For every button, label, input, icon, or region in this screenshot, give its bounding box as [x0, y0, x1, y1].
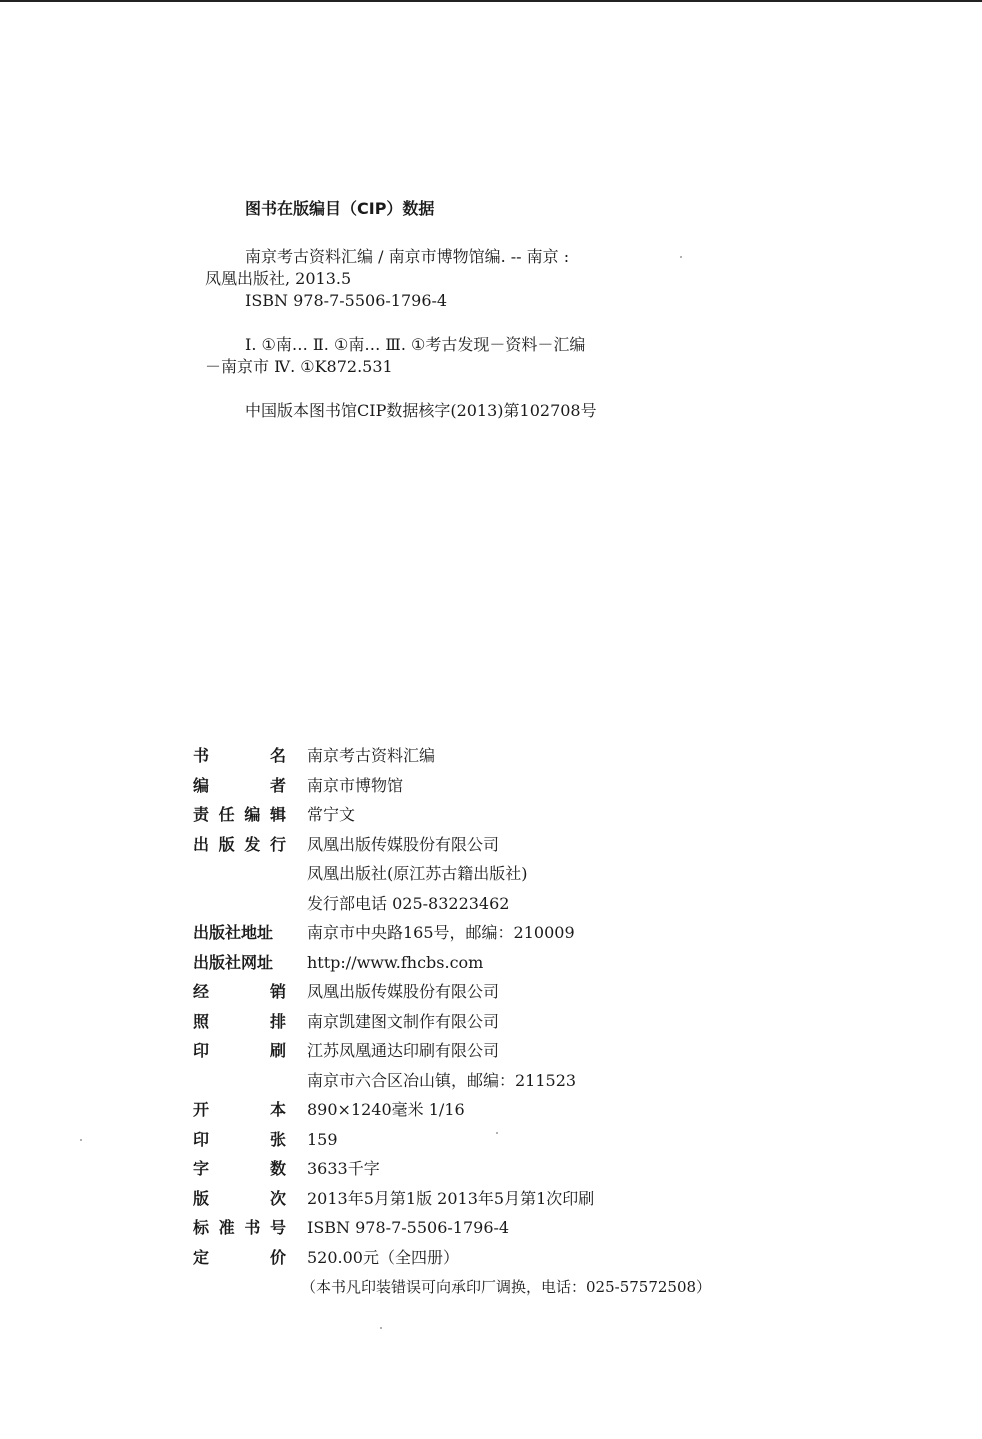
- spec-value: 159: [307, 1129, 338, 1149]
- spec-label-char: 经: [193, 982, 210, 1001]
- spec-label: [193, 1126, 286, 1154]
- spec-label-char: 次: [269, 1188, 286, 1208]
- spec-label-char: 者: [269, 775, 286, 795]
- spec-label-char: 开: [193, 1100, 210, 1119]
- spec-row: [193, 1008, 753, 1036]
- spec-label-char: 号: [269, 1218, 286, 1237]
- spec-row: [193, 1067, 753, 1095]
- spec-label: [193, 742, 286, 770]
- cip-classification-line: Ⅰ. ①南… Ⅱ. ①南… Ⅲ. ①考古发现－资料－汇编: [245, 335, 586, 354]
- spec-label-char: 数: [269, 1159, 286, 1178]
- spec-row: [193, 1185, 753, 1213]
- spec-label-char: 编: [193, 775, 210, 795]
- spec-label-char: 编: [244, 805, 261, 824]
- spec-label-char: 本: [269, 1100, 286, 1119]
- spec-label: [193, 1244, 286, 1272]
- spec-label-char: 版: [193, 1188, 210, 1208]
- cip-record-number: 中国版本图书馆CIP数据核字(2013)第102708号: [245, 401, 597, 420]
- spec-value: 发行部电话 025-83223462: [307, 893, 510, 913]
- spec-label: [193, 831, 286, 859]
- spec-value: 520.00元（全四册）: [307, 1247, 459, 1267]
- spec-label-char: 名: [269, 746, 286, 765]
- spec-label-char: 书: [244, 1218, 261, 1237]
- spec-value: 凤凰出版传媒股份有限公司: [307, 982, 500, 1001]
- cip-isbn-line: ISBN 978-7-5506-1796-4: [245, 291, 448, 310]
- spec-value: 南京市中央路165号，邮编：210009: [307, 923, 575, 942]
- spec-row: [193, 1244, 753, 1272]
- spec-row: [193, 742, 753, 770]
- top-border-line: [0, 0, 982, 2]
- scan-speck: [496, 1132, 498, 1134]
- spec-value: ISBN 978-7-5506-1796-4: [307, 1218, 510, 1237]
- spec-label-char: 出版社地址: [193, 923, 274, 942]
- cip-publisher-line: 凤凰出版社, 2013.5: [205, 269, 352, 288]
- spec-row: [193, 801, 753, 829]
- spec-label: [193, 772, 286, 800]
- spec-value: 3633千字: [307, 1159, 380, 1178]
- spec-label-char: 张: [269, 1129, 286, 1149]
- spec-label-char: 发: [244, 834, 261, 854]
- spec-label-char: 销: [269, 982, 286, 1001]
- spec-row: [193, 1214, 753, 1242]
- spec-row: [193, 860, 753, 888]
- spec-label: [193, 1155, 286, 1183]
- spec-label: [193, 919, 286, 947]
- spec-value: 凤凰出版传媒股份有限公司: [307, 834, 500, 854]
- spec-label-char: 出: [193, 834, 210, 854]
- spec-value: 南京凯建图文制作有限公司: [307, 1011, 500, 1031]
- cip-classification-line-cont: －南京市 Ⅳ. ①K872.531: [205, 357, 393, 376]
- spec-row: [193, 978, 753, 1006]
- spec-label-char: 出版社网址: [193, 952, 274, 972]
- spec-label-char: 印: [193, 1041, 210, 1060]
- spec-label: [193, 949, 286, 977]
- spec-value: 890×1240毫米 1/16: [307, 1100, 465, 1119]
- spec-row: [193, 1155, 753, 1183]
- spec-row: [193, 1037, 753, 1065]
- scan-speck: [380, 1327, 382, 1329]
- spec-label: [193, 1185, 286, 1213]
- spec-row: [193, 772, 753, 800]
- spec-row: [193, 949, 753, 977]
- spec-label-char: 辑: [269, 805, 286, 824]
- spec-label: [193, 1008, 286, 1036]
- spec-label: [193, 801, 286, 829]
- spec-label-char: 准: [218, 1218, 235, 1237]
- spec-label-char: 刷: [269, 1041, 286, 1060]
- spec-label: [193, 1214, 286, 1242]
- spec-label: [193, 1037, 286, 1065]
- spec-label-char: 定: [193, 1247, 210, 1267]
- spec-value: 南京考古资料汇编: [307, 746, 436, 765]
- spec-row: [193, 890, 753, 918]
- spec-value: 常宁文: [307, 805, 356, 824]
- spec-label-char: 照: [193, 1011, 210, 1031]
- spec-row: [193, 831, 753, 859]
- spec-value: 南京市博物馆: [307, 775, 404, 795]
- spec-label-char: 行: [269, 834, 286, 854]
- spec-label: [193, 1096, 286, 1124]
- scan-speck: [80, 1139, 82, 1141]
- replacement-note: （本书凡印装错误可向承印厂调换，电话：025-57572508）: [301, 1278, 712, 1296]
- spec-value: 2013年5月第1版 2013年5月第1次印刷: [307, 1188, 595, 1208]
- spec-label-char: 版: [218, 834, 235, 854]
- spec-label-char: 标: [193, 1218, 210, 1237]
- spec-label-char: 排: [269, 1011, 286, 1031]
- spec-label-char: 书: [193, 746, 210, 765]
- spec-label-char: 印: [193, 1129, 210, 1149]
- spec-label-char: 价: [269, 1247, 286, 1267]
- cip-title-line: 南京考古资料汇编 / 南京市博物馆编. -- 南京 :: [245, 247, 570, 266]
- spec-row: [193, 919, 753, 947]
- spec-row: [193, 1126, 753, 1154]
- spec-label: [193, 978, 286, 1006]
- spec-value: 江苏凤凰通达印刷有限公司: [307, 1041, 500, 1060]
- spec-value: 凤凰出版社(原江苏古籍出版社): [307, 864, 528, 883]
- spec-row: [193, 1096, 753, 1124]
- spec-label-char: 责: [193, 805, 210, 824]
- spec-label-char: 字: [193, 1159, 210, 1178]
- cip-heading: 图书在版编目（CIP）数据: [245, 199, 435, 218]
- spec-value: http://www.fhcbs.com: [307, 952, 484, 972]
- spec-label-char: 任: [218, 805, 235, 824]
- spec-value: 南京市六合区冶山镇，邮编：211523: [307, 1070, 577, 1090]
- scan-speck: [680, 256, 682, 258]
